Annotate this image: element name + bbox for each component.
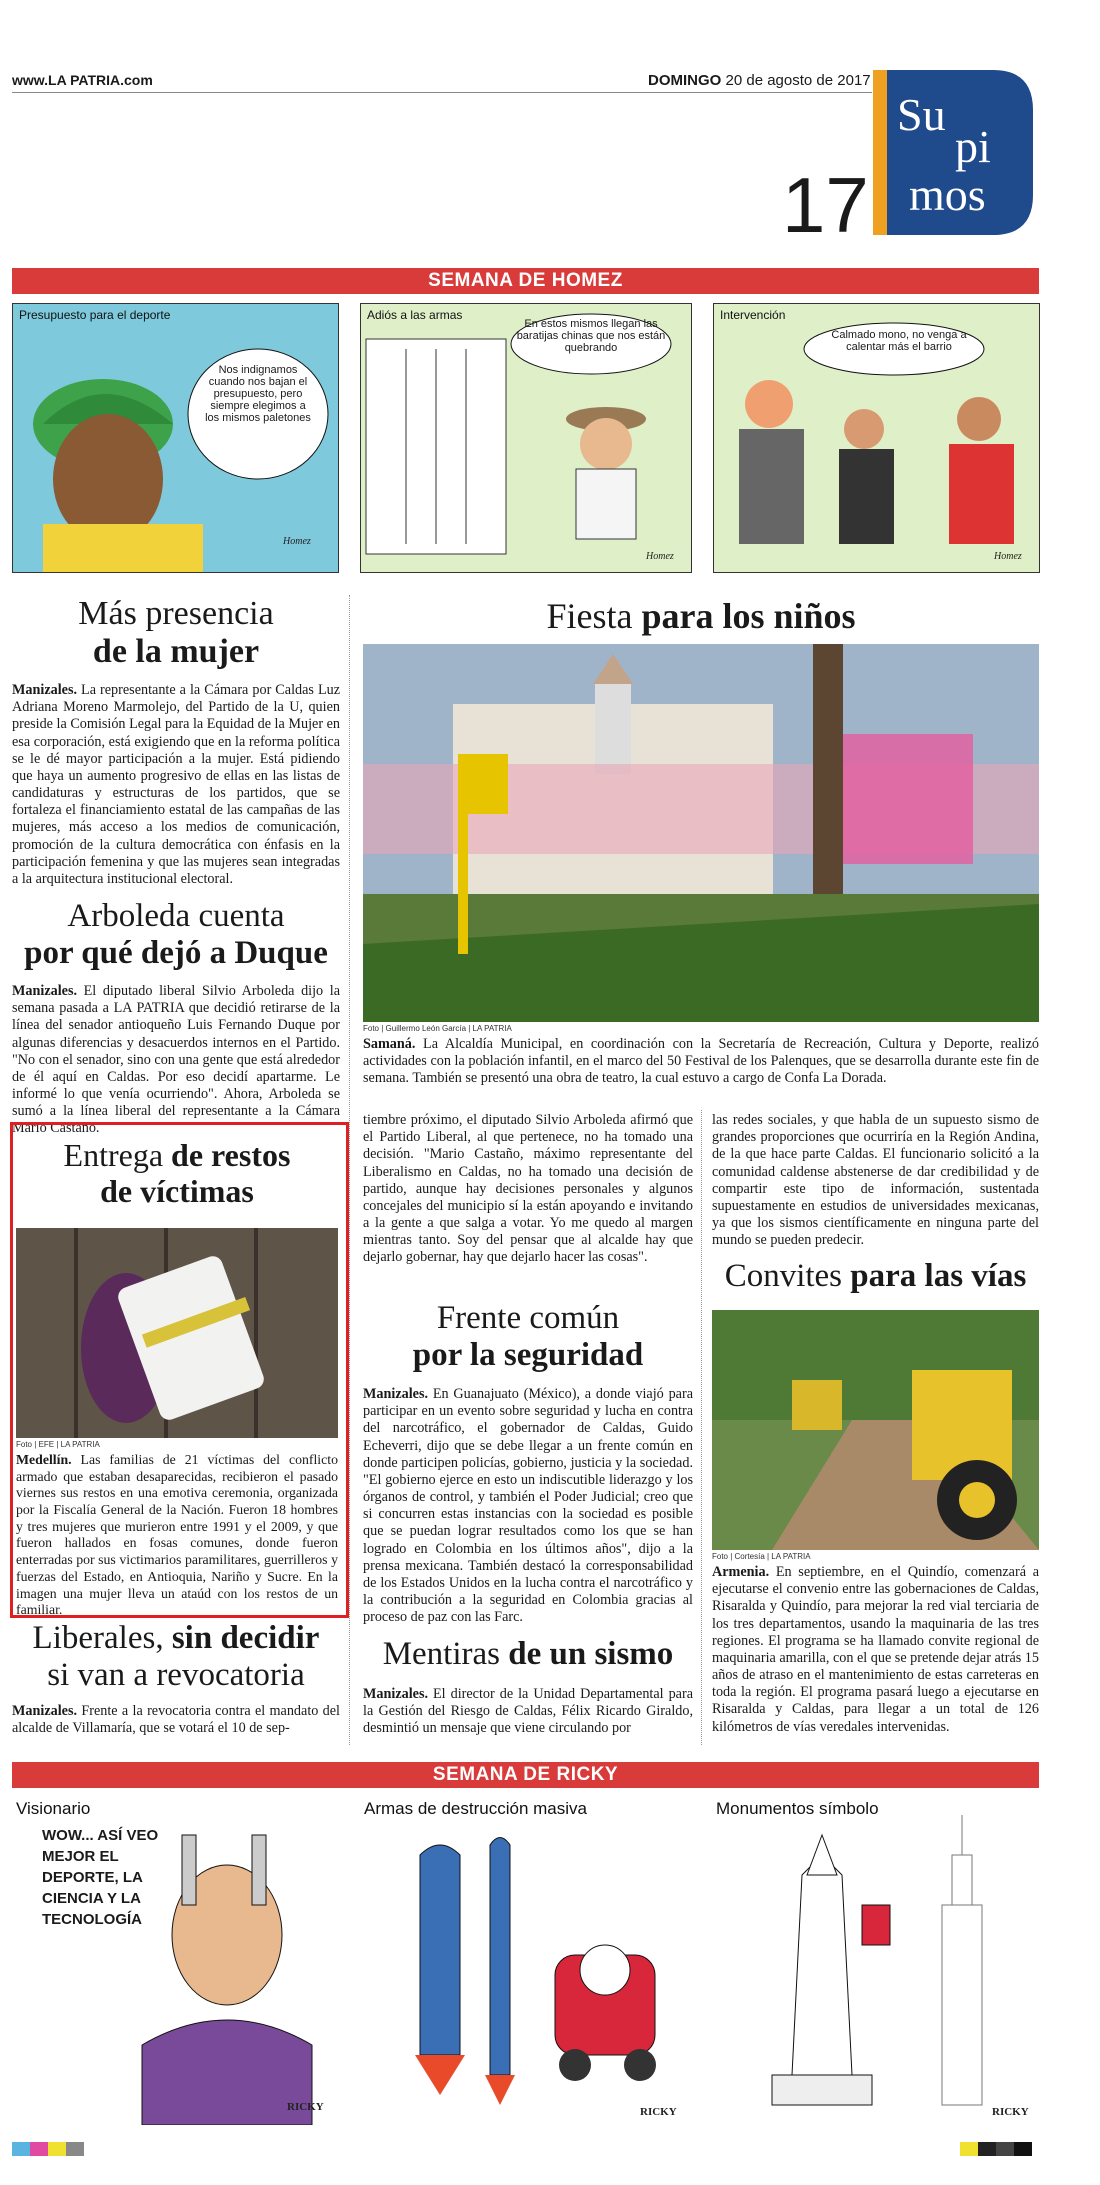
dateline: Armenia.	[712, 1564, 770, 1580]
headline-mujer	[12, 595, 340, 671]
issue-date-text: 20 de agosto de 2017	[725, 72, 871, 89]
cartoon-signature: Homez	[283, 536, 311, 547]
color-registration-bar	[12, 2142, 84, 2161]
photo-credit: Foto | Cortesía | LA PATRIA	[712, 1552, 811, 1561]
headline-light: Frente común	[436, 1300, 620, 1336]
cartoon-title: Monumentos símbolo	[716, 1799, 879, 1818]
headline-bold: por qué dejó a Duque	[24, 934, 328, 971]
speech-bubble: Calmado mono, no venga a calentar más el barrio	[831, 329, 967, 353]
logo-text-1: Su	[897, 89, 946, 140]
dateline: Manizales.	[363, 1386, 429, 1402]
headline-bold: de la mujer	[92, 633, 260, 671]
article-liberales	[12, 1703, 340, 1737]
headline-bold: sin decidir	[171, 1620, 320, 1656]
issue-date	[648, 72, 871, 89]
article-text: En Guanajuato (México), a donde viajó para participar en un evento sobre seguridad y lucha en contra del narcotráfico, el gobernador de Caldas, Guido Echeverri, dijo que se debe llegar a un frente común en donde participen policías, gobierno, justicia y la sociedad. "El gobierno ejerce en esto un indiscutible liderazgo y los órganos de control, y también el Poder Judicial; creo que si concurren estas instancias con la sociedad es posible que se puedan lograr resultados como los que se han logrado en Colombia en los últimos años", dijo a la prensa mexicana. También destacó la corresponsabilidad de los Estados Unidos en la lucha contra el narcotráfico y la contribución a la seguridad en Colombia gracias al proceso de paz con las Farc.	[363, 1386, 693, 1626]
cartoon-signature: RICKY	[640, 2106, 677, 2118]
article-fiesta	[363, 1036, 1039, 1088]
photo-fiesta	[363, 644, 1039, 1022]
headline-seguridad	[363, 1300, 693, 1374]
headline-light: Mentiras	[382, 1636, 500, 1672]
speech-bubble: En estos mismos llegan las baratijas chinas que nos están quebrando	[516, 318, 666, 354]
headline-sismo	[363, 1636, 693, 1673]
page-number: 17	[782, 161, 869, 249]
header-rule	[12, 92, 872, 93]
headline-light: Liberales,	[32, 1620, 164, 1656]
article-text: Las familias de 21 víctimas del conflicto armado que estaban desaparecidas, recibieron el pasado viernes sus restos en una emotiva ceremonia, organizada por la Fiscalía General de la Nación. Fueron 18 hombres y tres mujeres que murieron entre 1991 y el 2009, y que fueron hallados en fosas comunes, donde fueron enterradas por sus victimarios paramilitares, guerrilleros y fuerzas del Estado, en Antioquia, Nariño y Sucre. En la imagen una mujer lleva un ataúd con los restos de un familiar.	[16, 1452, 338, 1618]
article-arboleda	[12, 983, 340, 1138]
photo-convites	[712, 1310, 1039, 1550]
article-text: El director de la Unidad Departamental para la Gestión del Riesgo de Caldas, Félix Ricardo Giraldo, desmintió un mensaje que viene circulando por	[363, 1686, 693, 1737]
article-text: La representante a la Cámara por Caldas Luz Adriana Moreno Marmolejo, del Partido de la U, quien preside la Comisión Legal para la Equidad de la Mujer en esa corporación, está exigiendo que en la reforma política se le dé mayor participación a la mujer. Está pidiendo que haya un aumento progresivo de ellas en las listas de candidaturas y estructuras de los partidos, que se fortaleza el financiamiento estatal de las campañas de las mujeres, más acceso a los medios de comunicación, promoción de la cultura democrática con énfasis en la participación femenina y que las mujeres sean integradas a la arquitectura institucional electoral.	[12, 682, 341, 887]
headline-fiesta	[363, 596, 1039, 636]
headline-bold: de un sismo	[508, 1636, 674, 1672]
headline-light: Más presencia	[78, 595, 274, 632]
cartoon-presupuesto	[12, 303, 339, 573]
speech-bubble: Nos indignamos cuando nos bajan el presupuesto, pero siempre elegimos a los mismos paletones	[205, 364, 311, 424]
article-text: El diputado liberal Silvio Arboleda dijo la semana pasada a LA PATRIA que decidió retirarse de la línea del senador antioqueño Luis Fernando Duque por algunas diferencias y desacuerdos internos en el Partido. "No con el senador, sino con una gente que está alrededor de él aquí en Caldas. Por eso decidí apartarme. Le informé lo que venía ocurriendo". Ahora, Arboleda se sumó a la línea liberal del representante a la Cámara Mario Castaño.	[12, 983, 340, 1137]
color-registration-bar	[960, 2142, 1032, 2161]
cartoon-armas	[360, 303, 692, 573]
article-mujer	[12, 682, 340, 888]
section-logo	[873, 70, 1033, 235]
dateline: Medellín.	[16, 1452, 72, 1467]
headline-light: Convites	[724, 1258, 843, 1294]
headline-bold: para los niños	[641, 596, 856, 636]
photo-restos	[16, 1228, 338, 1438]
ricky-band: SEMANA DE RICKY	[12, 1762, 1039, 1788]
headline-bold: por la seguridad	[412, 1336, 644, 1373]
cartoon-signature: Homez	[646, 551, 674, 562]
logo-text-2: pi	[955, 121, 991, 172]
cartoon-monumentos	[712, 1795, 1039, 2125]
article-seguridad	[363, 1386, 693, 1626]
headline-arboleda	[12, 898, 340, 972]
cartoon-title: Visionario	[16, 1799, 91, 1818]
headline-light: Arboleda cuenta	[67, 898, 285, 934]
headline-bold: para las vías	[850, 1258, 1027, 1294]
site-url[interactable]: www.LA PATRIA.com	[12, 72, 153, 88]
logo-text-3: mos	[909, 169, 986, 220]
article-convites	[712, 1564, 1039, 1736]
column-rule	[701, 1110, 702, 1745]
photo-credit: Foto | EFE | LA PATRIA	[16, 1440, 100, 1449]
column-rule	[349, 595, 350, 1745]
cartoon-title: Adiós a las armas	[367, 308, 463, 322]
article-sismo	[363, 1686, 693, 1738]
dateline: Manizales.	[363, 1686, 429, 1702]
speech-text: WOW... ASÍ VEO MEJOR EL DEPORTE, LA CIENCIA Y LA TECNOLOGÍA	[42, 1827, 159, 1928]
dateline: Samaná.	[363, 1036, 416, 1052]
article-sismo-continued: las redes sociales, y que habla de un supuesto sismo de grandes proporciones que ocurriría en la Región Andina, de la que hace parte Caldas. El funcionario solicitó a la comunidad caldense abstenerse de dar credibilidad y de compartir este tipo de información, sustentada supuestamente en estudios de universidades mexicanas, ya que los sismos científicamente en ninguna parte del mundo se pueden predecir.	[712, 1112, 1039, 1249]
article-text: La Alcaldía Municipal, en coordinación con la Secretaría de Recreación, Cultura y Deporte, realizó actividades con la población infantil, en el marco del 50 Festival de los Palenques, que se desarrolla durante este fin de semana. También se presentó una obra de teatro, la cual estuvo a cargo de Confa La Dorada.	[363, 1036, 1040, 1087]
cartoon-signature: RICKY	[992, 2106, 1029, 2118]
article-arboleda-continued: tiembre próximo, el diputado Silvio Arboleda afirmó que el Partido Liberal, al que pertenece, no ha tomado una decisión. "Mario Castaño, máximo representante del Liberalismo en Caldas, no ha tomado una decisión de partido, aunque hay decisiones personales y algunos concejales del municipio sí la están apoyando e invitando a la gente a que salga a votar. Yo me quedo al margen mientras tanto. Soy del pensar que al alcalde hay que dejarlo gobernar, hay que dejarlo hacer las cosas".	[363, 1112, 693, 1266]
headline-bold: de restos	[171, 1137, 291, 1173]
dateline: Manizales.	[12, 682, 78, 698]
headline-restos	[16, 1138, 338, 1210]
headline-liberales	[12, 1620, 340, 1694]
article-text: Frente a la revocatoria contra el mandato del alcalde de Villamaría, que se votará el 10 de sep-	[12, 1703, 340, 1737]
headline-light: Entrega	[63, 1137, 164, 1173]
cartoon-armas-destruccion	[360, 1795, 695, 2125]
article-text: En septiembre, en el Quindío, comenzará a ejecutarse el convenio entre las gobernaciones de Caldas, Risaralda y Quindío, para mejorar la red vial terciaria de los tres departamentos, usando la maquinaria de las tres regiones. El programa se ha llamado convite regional de maquinaria amarilla, con el que se pretende dejar atrás 15 años de atraso en el mantenimiento de estas carreteras en toda la región. El programa pasará luego a ejecutarse en Risaralda y Caldas, para llegar a un total de 126 kilómetros de vías veredales intervenidas.	[712, 1564, 1039, 1735]
homez-band: SEMANA DE HOMEZ	[12, 268, 1039, 294]
headline-light: si van a revocatoria	[47, 1656, 305, 1693]
dateline: Manizales.	[12, 983, 78, 999]
cartoon-intervencion	[713, 303, 1040, 573]
cartoon-title: Presupuesto para el deporte	[19, 308, 171, 322]
headline-light: Fiesta	[546, 596, 633, 636]
cartoon-title: Armas de destrucción masiva	[364, 1799, 587, 1818]
cartoon-signature: Homez	[994, 551, 1022, 562]
headline-bold: de víctimas	[100, 1172, 254, 1209]
photo-credit: Foto | Guillermo León García | LA PATRIA	[363, 1024, 512, 1033]
article-restos	[16, 1452, 338, 1619]
cartoon-visionario	[12, 1795, 342, 2125]
cartoon-title: Intervención	[720, 308, 786, 322]
headline-convites	[712, 1258, 1039, 1295]
dateline: Manizales.	[12, 1703, 78, 1719]
issue-day: DOMINGO	[648, 72, 722, 89]
cartoon-signature: RICKY	[287, 2101, 324, 2113]
